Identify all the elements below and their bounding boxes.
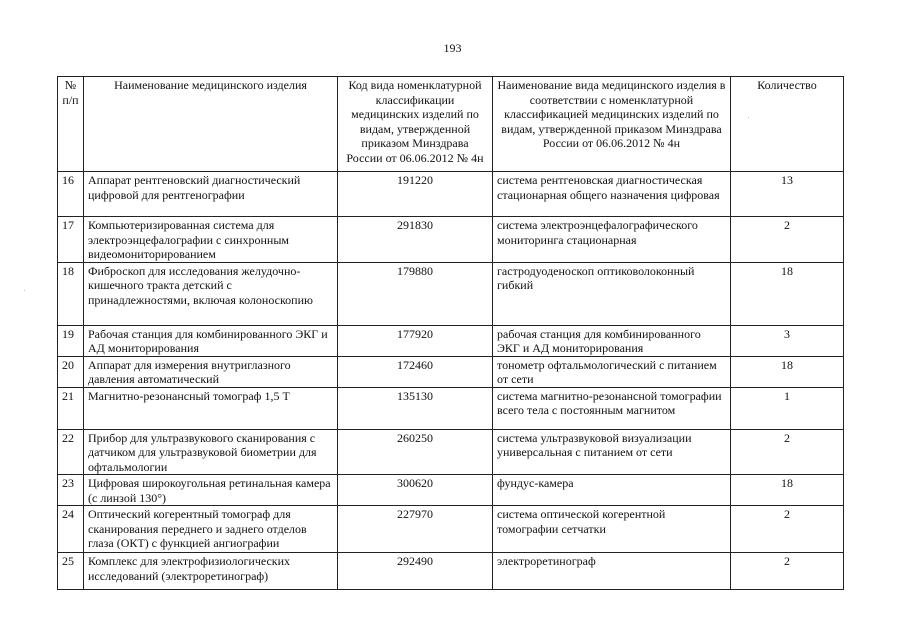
classification-code: 227970 xyxy=(338,506,493,553)
quantity: 2 xyxy=(731,553,844,590)
row-number: 19 xyxy=(58,325,84,356)
quantity: 2 xyxy=(731,217,844,263)
device-kind: система магнитно-резонансной томографии всего тела с постоянным магнитом xyxy=(493,387,731,429)
device-name: Оптический когерентный томограф для сканирования переднего и заднего отделов глаза (ОКТ) с функцией ангиографии xyxy=(84,506,338,553)
table-row xyxy=(58,217,844,263)
quantity: 18 xyxy=(731,262,844,325)
quantity: 13 xyxy=(731,172,844,217)
device-kind: тонометр офтальмологический с питанием от сети xyxy=(493,356,731,387)
device-name: Фиброскоп для исследования желудочно-кишечного тракта детский с принадлежностями, включая колоноскопию xyxy=(84,262,338,325)
classification-code: 300620 xyxy=(338,475,493,506)
quantity: 3 xyxy=(731,325,844,356)
row-number: 22 xyxy=(58,429,84,475)
table-row xyxy=(58,262,844,325)
classification-code: 191220 xyxy=(338,172,493,217)
device-kind: рабочая станция для комбинированного ЭКГ и АД мониторирования xyxy=(493,325,731,356)
classification-code: 172460 xyxy=(338,356,493,387)
device-kind: гастродуоденоскоп оптиковолоконный гибкий xyxy=(493,262,731,325)
row-number: 21 xyxy=(58,387,84,429)
quantity: 2 xyxy=(731,429,844,475)
classification-code: 260250 xyxy=(338,429,493,475)
table-row xyxy=(58,356,844,387)
classification-code: 135130 xyxy=(338,387,493,429)
classification-code: 179880 xyxy=(338,262,493,325)
equipment-table xyxy=(57,76,844,590)
table-row xyxy=(58,387,844,429)
row-number: 23 xyxy=(58,475,84,506)
device-kind: система ультразвуковой визуализации универсальная с питанием от сети xyxy=(493,429,731,475)
row-number: 25 xyxy=(58,553,84,590)
device-kind: электроретинограф xyxy=(493,553,731,590)
table-header-row xyxy=(58,77,844,172)
table-row xyxy=(58,325,844,356)
device-name: Комплекс для электрофизиологических исследований (электроретинограф) xyxy=(84,553,338,590)
device-kind: система электроэнцефалографического мониторинга стационарная xyxy=(493,217,731,263)
device-name: Цифровая широкоугольная ретинальная камера (с линзой 130°) xyxy=(84,475,338,506)
table-row xyxy=(58,553,844,590)
device-name: Компьютеризированная система для электроэнцефалографии с синхронным видеомониторированием xyxy=(84,217,338,263)
device-kind: система оптической когерентной томографии сетчатки xyxy=(493,506,731,553)
device-kind: система рентгеновская диагностическая стационарная общего назначения цифровая xyxy=(493,172,731,217)
row-number: 17 xyxy=(58,217,84,263)
table-row xyxy=(58,172,844,217)
device-name: Аппарат рентгеновский диагностический цифровой для рентгенографии xyxy=(84,172,338,217)
quantity: 18 xyxy=(731,475,844,506)
device-name: Прибор для ультразвукового сканирования с датчиком для ультразвуковой биометрии для офтальмологии xyxy=(84,429,338,475)
table-row xyxy=(58,475,844,506)
header-name: Наименование медицинского изделия xyxy=(84,77,338,172)
quantity: 1 xyxy=(731,387,844,429)
table-row xyxy=(58,429,844,475)
row-number: 18 xyxy=(58,262,84,325)
classification-code: 292490 xyxy=(338,553,493,590)
device-name: Магнитно-резонансный томограф 1,5 Т xyxy=(84,387,338,429)
quantity: 18 xyxy=(731,356,844,387)
device-kind: фундус-камера xyxy=(493,475,731,506)
row-number: 16 xyxy=(58,172,84,217)
device-name: Рабочая станция для комбинированного ЭКГ и АД мониторирования xyxy=(84,325,338,356)
header-kind: Наименование вида медицинского изделия в соответствии с номенклатурной классификацией медицинских изделий по видам, утвержденной приказом Минздрава России от 06.06.2012 № 4н xyxy=(493,77,731,172)
header-code: Код вида номенклатурной классификации медицинских изделий по видам, утвержденной приказом Минздрава России от 06.06.2012 № 4н xyxy=(338,77,493,172)
page-number: 193 xyxy=(443,41,462,55)
device-name: Аппарат для измерения внутриглазного давления автоматический xyxy=(84,356,338,387)
header-num: № п/п xyxy=(58,77,84,172)
header-qty: Количество xyxy=(731,77,844,172)
row-number: 24 xyxy=(58,506,84,553)
row-number: 20 xyxy=(58,356,84,387)
table-row xyxy=(58,506,844,553)
classification-code: 177920 xyxy=(338,325,493,356)
classification-code: 291830 xyxy=(338,217,493,263)
quantity: 2 xyxy=(731,506,844,553)
